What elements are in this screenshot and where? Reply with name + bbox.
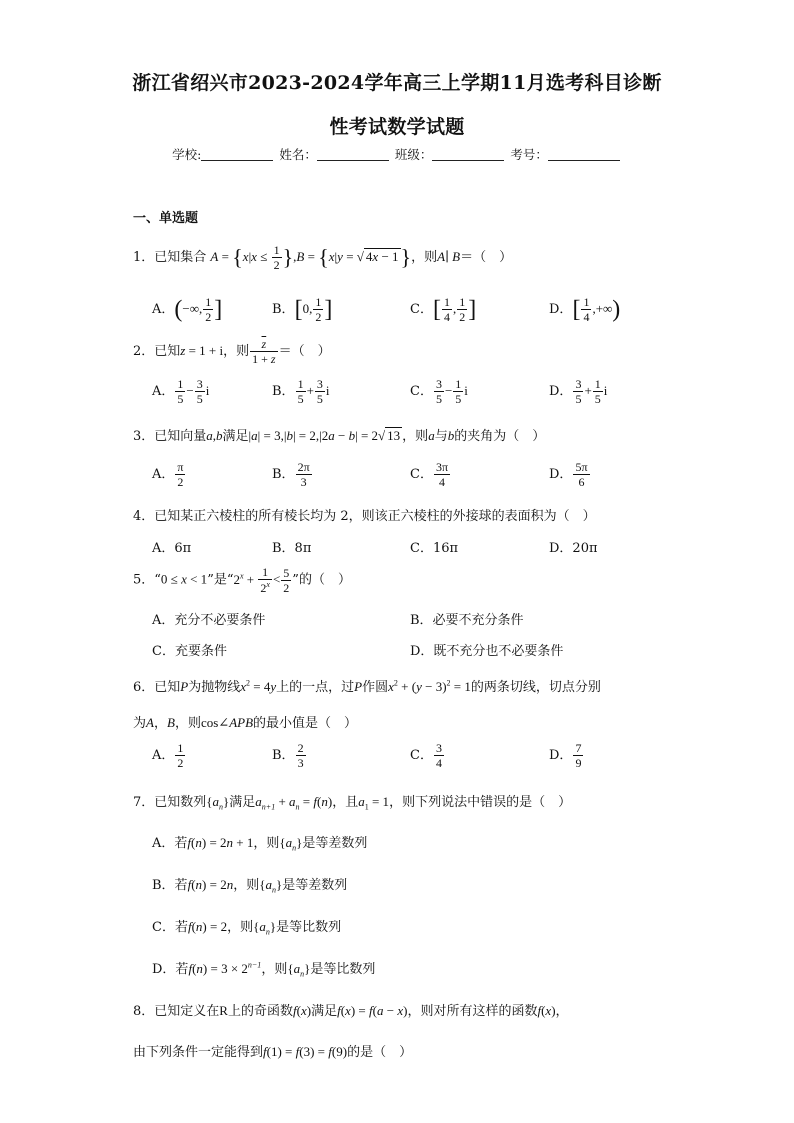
q5-option-c[interactable]: C．充要条件	[152, 644, 227, 659]
q1-option-a[interactable]: A．(−∞, $\frac{1}{2}$ ]	[152, 295, 223, 324]
q6-option-c[interactable]: C． $\frac{3}{4}$	[410, 741, 442, 770]
q3-option-c[interactable]: C． $\frac{3\pi}{4}$	[410, 460, 449, 489]
question-3: 3．已知向量a,b满足|a| = 3,|b| = 2,|2a − b| = 2√ 13 ，则a与b的夹角为（ ）	[133, 428, 546, 444]
question-1: 1．已知集合 A = {x|x ≤ $\frac{1}{2}$ },B = {x|y = √ 4x − 1}，则A∣ B＝（ ）	[133, 243, 513, 272]
question-8: 8．已知定义在R上的奇函数f(x)满足f(x) = f(a − x)，则对所有这样的函数f(x)，	[133, 1003, 569, 1019]
question-5: 5．“0 ≤ x < 1”是“$2^x$ + $\frac{1}{2^x}$ < $\frac{5}{2}$ ”的（ ）	[133, 565, 351, 595]
class-label: 班级：	[394, 147, 433, 162]
q3-option-d[interactable]: D． $\frac{5\pi}{6}$	[549, 460, 588, 489]
q4-option-b[interactable]: B．8π	[272, 541, 312, 556]
question-6-line-2: 为A，B，则cos∠APB的最小值是（ ）	[133, 715, 358, 731]
q4-option-c[interactable]: C．16π	[410, 541, 459, 556]
q6-option-d[interactable]: D． $\frac{7}{9}$	[549, 741, 582, 770]
q2-option-b[interactable]: B． $\frac{1}{5}$ + $\frac{3}{5}$ i	[272, 377, 330, 406]
q1-option-c[interactable]: C．[ $\frac{1}{4}$ , $\frac{1}{2}$ ]	[410, 295, 477, 324]
q7-option-c[interactable]: C．若f(n) = 2，则$\{a_n\}$是等比数列	[152, 919, 342, 937]
q4-option-d[interactable]: D．20π	[549, 541, 598, 556]
school-field[interactable]	[201, 148, 273, 161]
question-2: 2．已知z = 1 + i，则 $\frac{\overline{z}}{1 + z}$ ＝（ ）	[133, 337, 331, 366]
q2-option-a[interactable]: A． $\frac{1}{5}$ − $\frac{3}{5}$ i	[152, 377, 210, 406]
q7-option-a[interactable]: A．若f(n) = 2n + 1，则$\{a_n\}$是等差数列	[152, 835, 368, 853]
name-field[interactable]	[317, 148, 389, 161]
q7-option-b[interactable]: B．若f(n) = 2n，则$\{a_n\}$是等差数列	[152, 877, 348, 895]
title-line-2: 性考试数学试题	[329, 116, 465, 138]
class-field[interactable]	[432, 148, 504, 161]
question-8-line-2: 由下列条件一定能得到f(1) = f(3) = f(9)的是（ ）	[133, 1044, 413, 1060]
number-field[interactable]	[548, 148, 620, 161]
student-info-row	[0, 145, 794, 163]
question-4: 4．已知某正六棱柱的所有棱长均为 2，则该正六棱柱的外接球的表面积为（ ）	[133, 509, 596, 524]
q2-option-c[interactable]: C． $\frac{3}{5}$ − $\frac{1}{5}$ i	[410, 377, 468, 406]
q6-option-b[interactable]: B． $\frac{2}{3}$	[272, 741, 304, 770]
number-label: 考号：	[510, 147, 548, 162]
q5-option-a[interactable]: A．充分不必要条件	[152, 613, 266, 628]
question-7: 7．已知数列$\{a_n\}$满足$a_{n+1} + a_n = f(n)$，且$a_1 = 1$，则下列说法中错误的是（ ）	[133, 794, 572, 812]
q7-option-d[interactable]: D．若$f(n) = 3 \times 2^{n-1}$，则$\{a_n\}$是等比数列	[152, 960, 376, 979]
q3-option-a[interactable]: A． $\frac{\pi}{2}$	[152, 460, 184, 489]
school-label: 学校:	[172, 147, 202, 162]
name-label: 姓名：	[279, 147, 317, 162]
section-title: 一、单选题	[133, 211, 199, 226]
title-line-1: 浙江省绍兴市2023-2024学年高三上学期11月选考科目诊断	[132, 72, 662, 94]
q1-option-b[interactable]: B．[0, $\frac{1}{2}$ ]	[272, 295, 333, 324]
q2-option-d[interactable]: D． $\frac{3}{5}$ + $\frac{1}{5}$ i	[549, 377, 608, 406]
q4-option-a[interactable]: A．6π	[152, 541, 192, 556]
q6-option-a[interactable]: A． $\frac{1}{2}$	[152, 741, 184, 770]
q3-option-b[interactable]: B． $\frac{2\pi}{3}$	[272, 460, 310, 489]
q5-option-d[interactable]: D．既不充分也不必要条件	[410, 644, 564, 659]
question-6: 6．已知P为抛物线$x^2 = 4y$上的一点，过P作圆$x^2 + (y - 3)^2 = 1$的两条切线，切点分别	[133, 678, 601, 695]
q1-option-d[interactable]: D．[ $\frac{1}{4}$ ,+∞)	[549, 295, 621, 324]
q5-option-b[interactable]: B．必要不充分条件	[410, 613, 524, 628]
